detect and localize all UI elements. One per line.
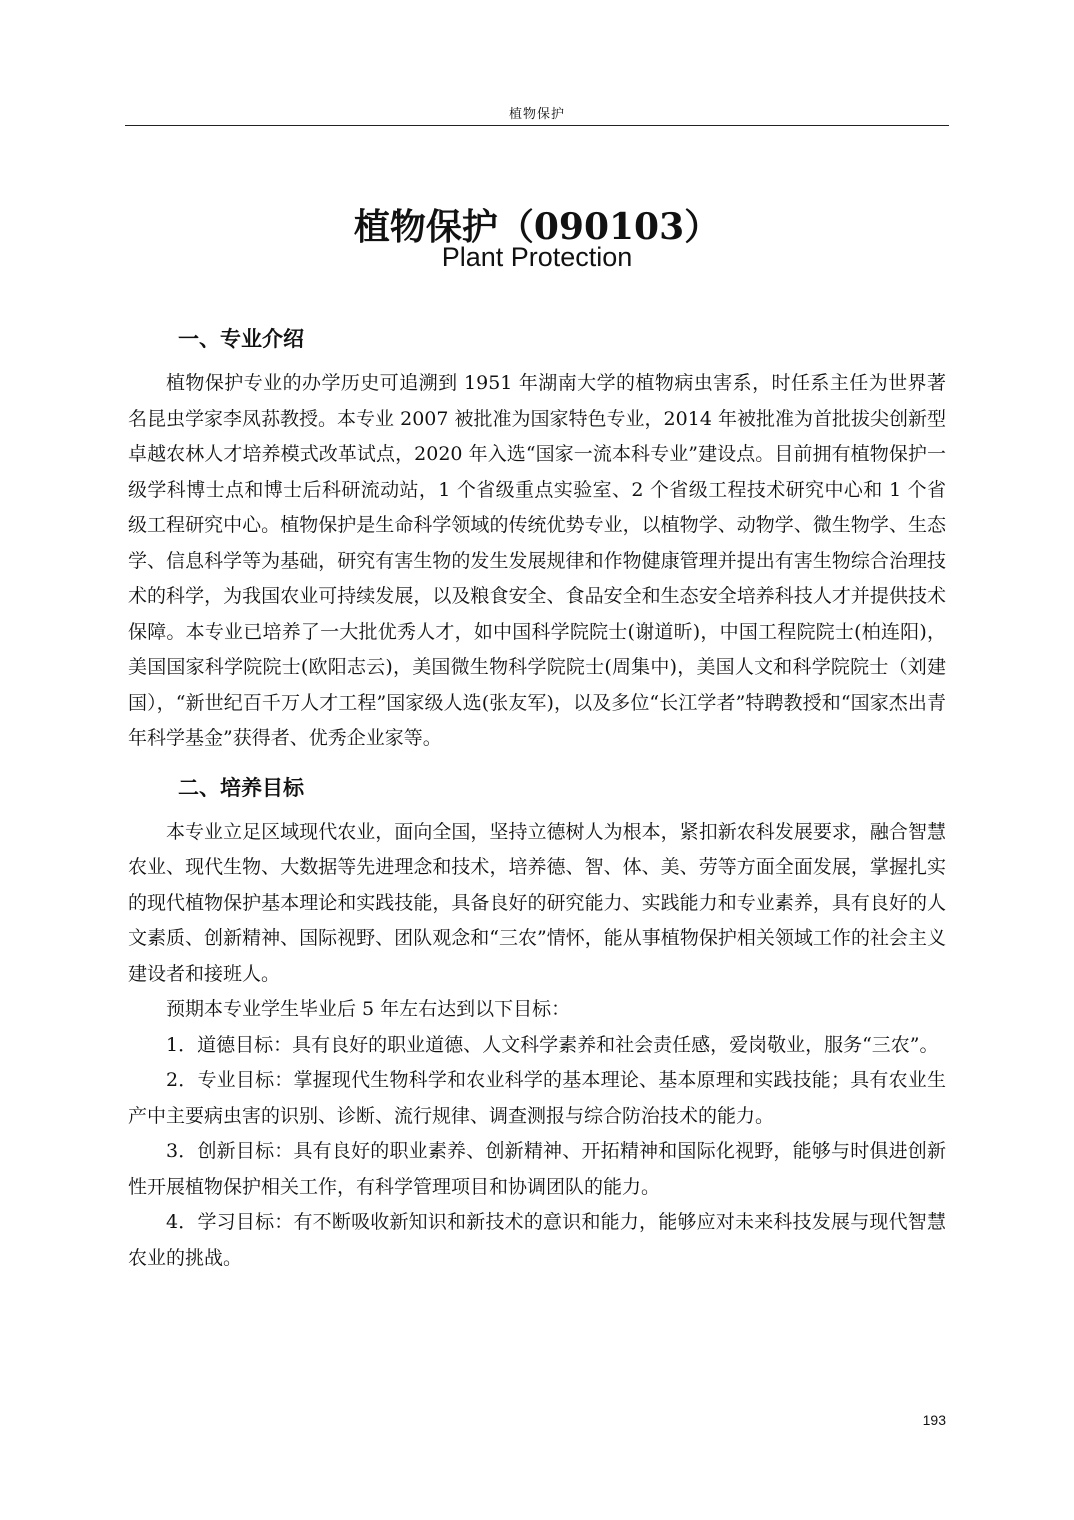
paragraph: 预期本专业学生毕业后 5 年左右达到以下目标： bbox=[166, 998, 571, 1020]
section-heading: 二、培养目标 bbox=[178, 775, 304, 800]
header-divider bbox=[125, 125, 949, 126]
list-item: 2．专业目标：掌握现代生物科学和农业科学的基本理论、基本原理和实践技能；具有农业生产中主要病虫害的识别、诊断、流行规律、调查测报与综合防治技术的能力。 bbox=[128, 1069, 946, 1127]
section-introduction bbox=[128, 318, 946, 757]
page-subtitle-english: Plant Protection bbox=[441, 242, 633, 272]
section-heading: 一、专业介绍 bbox=[178, 327, 304, 351]
running-header: 植物保护 bbox=[508, 107, 565, 122]
page-number: 193 bbox=[922, 1412, 946, 1428]
list-item: 3．创新目标：具有良好的职业素养、创新精神、开拓精神和国际化视野，能够与时俱进创新性开展植物保护相关工作，有科学管理项目和协调团队的能力。 bbox=[128, 1140, 946, 1198]
section-training-objectives bbox=[128, 767, 946, 1277]
page-title: 植物保护（090103） bbox=[353, 206, 721, 249]
document-body bbox=[128, 318, 946, 1276]
paragraph: 植物保护专业的办学历史可追溯到 1951 年湖南大学的植物病虫害系，时任系主任为世界著名昆虫学家李凤荪教授。本专业 2007 被批准为国家特色专业，2014 年被批准为首批拔尖创新型卓越农林人才培养模式改革试点，2020 年入选“国家一流本科专业”建设点。目前拥有植物保护一级学科博士点和博士后科研流动站，1 个省级重点实验室、2 个省级工程技术研究中心和 1 个省级工程研究中心。植物保护是生命科学领域的传统优势专业，以植物学、动物学、微生物学、生态学、信息科学等为基础，研究有害生物的发生发展规律和作物健康管理并提出有害生物综合治理技术的科学，为我国农业可持续发展，以及粮食安全、食品安全和生态安全培养科技人才并提供技术保障。本专业已培养了一大批优秀人才，如中国科学院院士(谢道昕)，中国工程院院士(柏连阳)，美国国家科学院院士(欧阳志云)，美国微生物科学院院士(周集中)，美国人文和科学院院士（刘建国），“新世纪百千万人才工程”国家级人选(张友军)，以及多位“长江学者”特聘教授和“国家杰出青年科学基金”获得者、优秀企业家等。 bbox=[128, 372, 946, 749]
paragraph: 本专业立足区域现代农业，面向全国，坚持立德树人为根本，紧扣新农科发展要求，融合智慧农业、现代生物、大数据等先进理念和技术，培养德、智、体、美、劳等方面全面发展，掌握扎实的现代植物保护基本理论和实践技能，具备良好的研究能力、实践能力和专业素养，具有良好的人文素质、创新精神、国际视野、团队观念和“三农”情怀，能从事植物保护相关领域工作的社会主义建设者和接班人。 bbox=[128, 820, 946, 985]
list-item: 1．道德目标：具有良好的职业道德、人文科学素养和社会责任感，爱岗敬业，服务“三农”。 bbox=[166, 1033, 939, 1056]
list-item: 4．学习目标：有不断吸收新知识和新技术的意识和能力，能够应对未来科技发展与现代智慧农业的挑战。 bbox=[128, 1211, 946, 1269]
